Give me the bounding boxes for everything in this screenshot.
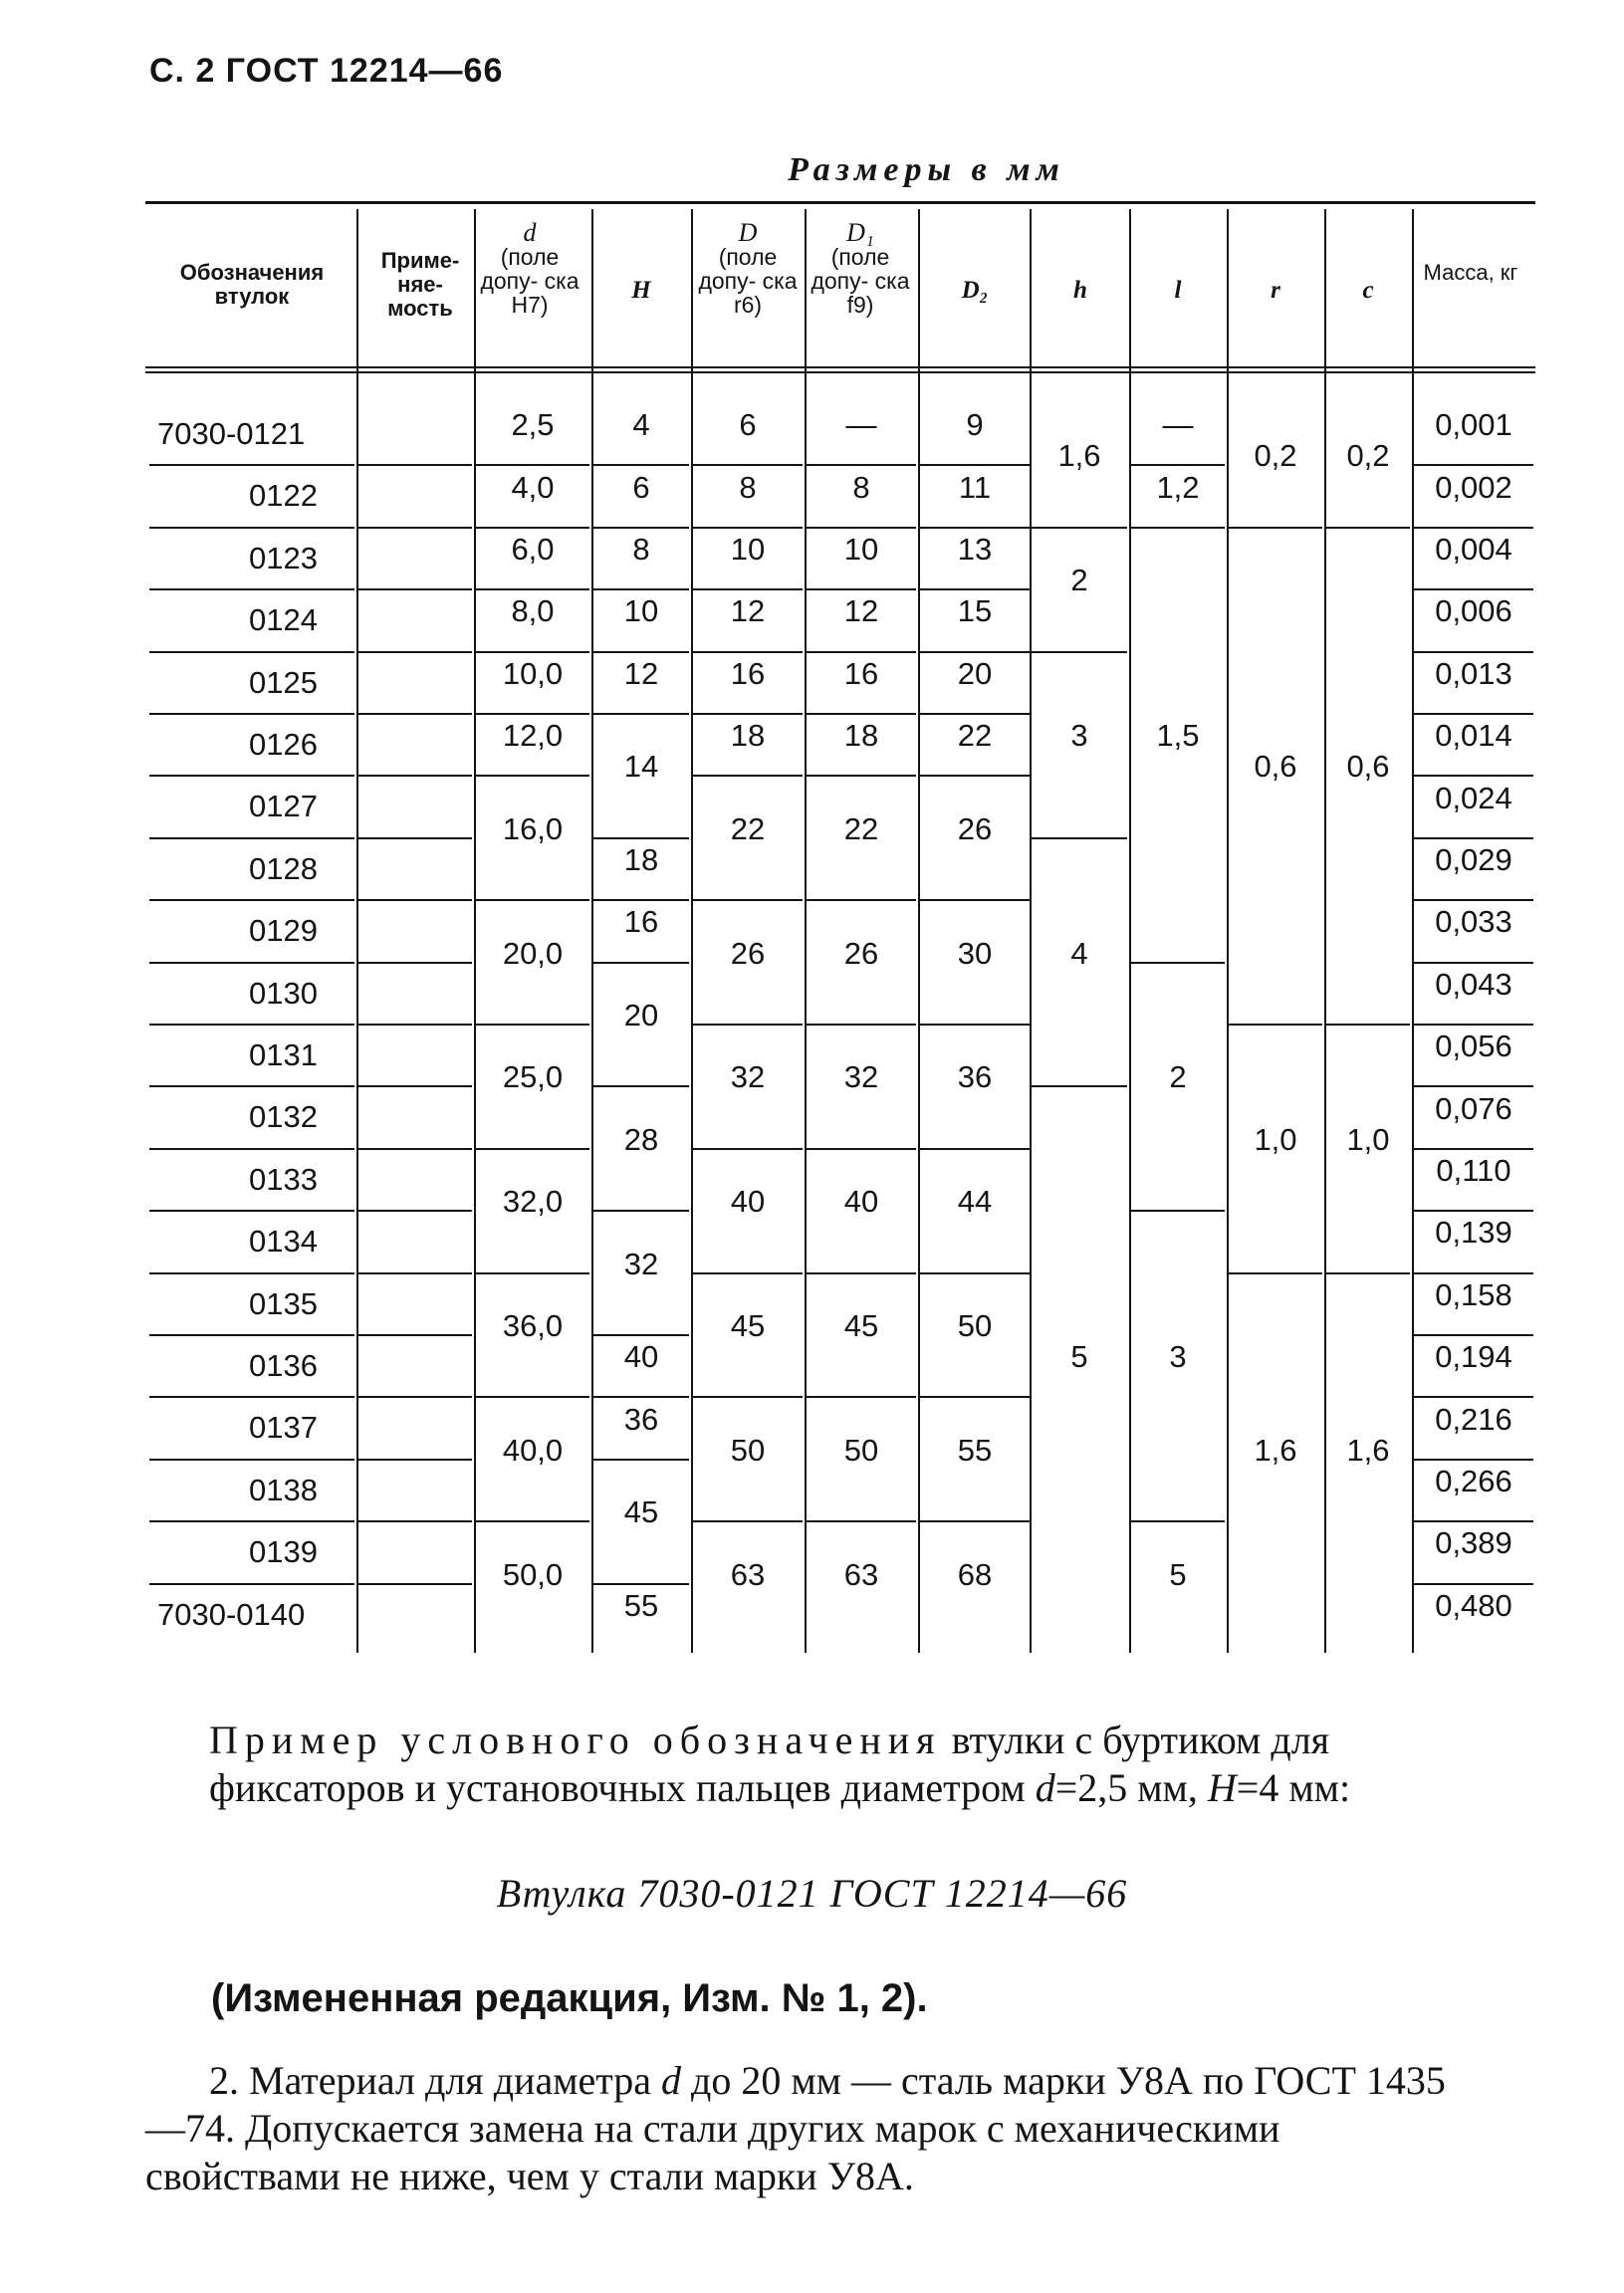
row-rule bbox=[149, 651, 354, 653]
designation-code: 0131 bbox=[249, 1037, 318, 1072]
designation-code: 0130 bbox=[249, 975, 318, 1011]
cell-d: 36,0 bbox=[502, 1308, 564, 1343]
cell-D: 63 bbox=[730, 1556, 766, 1592]
example-text: втулки с буртиком для фиксаторов и установочных пальцев диаметром bbox=[209, 1718, 1330, 1810]
cell-rule bbox=[593, 962, 689, 964]
cell-D1: 45 bbox=[843, 1308, 879, 1343]
cell-rule bbox=[1414, 775, 1533, 777]
row-rule bbox=[149, 1396, 354, 1398]
designation-code: 0128 bbox=[249, 850, 318, 886]
cell-rule bbox=[476, 651, 589, 653]
cell-mass: 0,480 bbox=[1435, 1587, 1512, 1623]
cell-rule bbox=[807, 1148, 916, 1150]
cell-rule bbox=[476, 1272, 589, 1274]
cell-rule bbox=[807, 775, 916, 777]
cell-rule bbox=[920, 899, 1030, 901]
cell-rule bbox=[807, 1024, 916, 1026]
designation-example: Втулка 7030-0121 ГОСТ 12214—66 bbox=[496, 1871, 1128, 1916]
material-text-2: до 20 мм — сталь марки У8А по ГОСТ 1435—74. Допускается замена на стали других марок с механическими свойствами не ниже, чем у стали марки У8А. bbox=[145, 2058, 1446, 2198]
cell-r: 1,0 bbox=[1254, 1121, 1297, 1157]
header-d-note: (поле допу- ска H7) bbox=[480, 244, 580, 318]
row-rule bbox=[149, 527, 354, 529]
designation-code: 0124 bbox=[249, 602, 318, 638]
cell-H: 55 bbox=[623, 1587, 659, 1623]
material-text-1: 2. Материал для диаметра bbox=[209, 2058, 662, 2103]
cell-rule bbox=[593, 713, 689, 715]
designation-code: 0125 bbox=[249, 664, 318, 700]
cell-rule bbox=[476, 899, 589, 901]
cell-H: 4 bbox=[632, 407, 650, 443]
row-rule bbox=[358, 1396, 472, 1398]
cell-mass: 0,024 bbox=[1435, 780, 1512, 815]
header-D1-note: (поле допу- ска f9) bbox=[811, 244, 910, 318]
cell-rule bbox=[593, 1085, 689, 1087]
cell-rule bbox=[920, 464, 1030, 466]
column-divider bbox=[356, 209, 358, 1653]
cell-rule bbox=[1414, 651, 1533, 653]
cell-rule bbox=[920, 588, 1030, 590]
cell-rule bbox=[1131, 1210, 1225, 1212]
cell-rule bbox=[1414, 837, 1533, 839]
cell-rule bbox=[693, 1396, 803, 1398]
row-rule bbox=[149, 1459, 354, 1461]
row-rule bbox=[358, 1459, 472, 1461]
row-rule bbox=[149, 1210, 354, 1212]
cell-D: 32 bbox=[730, 1059, 766, 1095]
cell-H: 40 bbox=[623, 1339, 659, 1375]
cell-rule bbox=[1414, 1085, 1533, 1087]
cell-D2: 26 bbox=[957, 810, 993, 846]
cell-mass: 0,194 bbox=[1435, 1339, 1512, 1375]
header-D bbox=[693, 218, 803, 318]
cell-rule bbox=[693, 775, 803, 777]
cell-mass: 0,389 bbox=[1435, 1525, 1512, 1561]
cell-D1: — bbox=[845, 407, 877, 443]
cell-rule bbox=[693, 651, 803, 653]
cell-h: 1,6 bbox=[1057, 438, 1101, 474]
example-d-value: =2,5 мм, bbox=[1054, 1765, 1208, 1810]
cell-D1: 22 bbox=[843, 810, 879, 846]
cell-D1: 8 bbox=[852, 469, 870, 505]
cell-rule bbox=[807, 527, 916, 529]
cell-d: 40,0 bbox=[502, 1432, 564, 1468]
cell-D: 12 bbox=[730, 593, 766, 629]
cell-rule bbox=[693, 527, 803, 529]
cell-D: 40 bbox=[730, 1184, 766, 1220]
cell-rule bbox=[1414, 464, 1533, 466]
row-rule bbox=[149, 1583, 354, 1585]
cell-D1: 50 bbox=[843, 1432, 879, 1468]
cell-D: 50 bbox=[730, 1432, 766, 1468]
cell-rule bbox=[593, 899, 689, 901]
cell-r: 0,2 bbox=[1254, 438, 1297, 474]
cell-d: 20,0 bbox=[502, 935, 564, 971]
cell-rule bbox=[1326, 1272, 1410, 1274]
cell-c: 0,6 bbox=[1346, 749, 1390, 785]
cell-l: — bbox=[1162, 407, 1194, 443]
header-h: h bbox=[1073, 277, 1087, 304]
cell-rule bbox=[920, 1272, 1030, 1274]
cell-mass: 0,056 bbox=[1435, 1029, 1512, 1064]
cell-mass: 0,110 bbox=[1436, 1153, 1511, 1188]
cell-rule bbox=[693, 713, 803, 715]
cell-rule bbox=[593, 651, 689, 653]
designation-code: 0123 bbox=[249, 540, 318, 575]
cell-D: 18 bbox=[730, 718, 766, 754]
cell-D2: 55 bbox=[957, 1432, 993, 1468]
cell-rule bbox=[1131, 1520, 1225, 1522]
cell-rule bbox=[1032, 651, 1127, 653]
header-r: r bbox=[1271, 277, 1280, 304]
cell-rule bbox=[1131, 527, 1225, 529]
cell-D1: 40 bbox=[843, 1184, 879, 1220]
cell-D: 16 bbox=[730, 655, 766, 691]
cell-mass: 0,014 bbox=[1435, 718, 1512, 754]
cell-rule bbox=[476, 713, 589, 715]
cell-rule bbox=[476, 1024, 589, 1026]
row-rule bbox=[358, 899, 472, 901]
page-header: С. 2 ГОСТ 12214—66 bbox=[149, 52, 504, 90]
row-rule bbox=[358, 1520, 472, 1522]
cell-rule bbox=[920, 651, 1030, 653]
cell-d: 16,0 bbox=[502, 810, 564, 846]
row-rule bbox=[358, 651, 472, 653]
cell-D: 10 bbox=[730, 532, 766, 567]
cell-rule bbox=[1326, 1024, 1410, 1026]
example-lead: Пример условного обозначения bbox=[209, 1718, 942, 1762]
cell-rule bbox=[1414, 1272, 1533, 1274]
cell-h: 2 bbox=[1070, 563, 1088, 598]
designation-code: 0139 bbox=[249, 1534, 318, 1570]
cell-D2: 13 bbox=[957, 532, 993, 567]
cell-H: 10 bbox=[623, 593, 659, 629]
cell-d: 50,0 bbox=[502, 1556, 564, 1592]
cell-rule bbox=[1414, 1396, 1533, 1398]
row-rule bbox=[149, 837, 354, 839]
cell-rule bbox=[920, 775, 1030, 777]
row-rule bbox=[149, 775, 354, 777]
cell-rule bbox=[1414, 713, 1533, 715]
designation-code: 7030-0121 bbox=[157, 416, 306, 451]
cell-rule bbox=[593, 1459, 689, 1461]
cell-rule bbox=[1326, 527, 1410, 529]
cell-c: 0,2 bbox=[1346, 438, 1390, 474]
header-D1-symbol: D₁ bbox=[846, 218, 874, 247]
cell-rule bbox=[807, 588, 916, 590]
row-rule bbox=[149, 1272, 354, 1274]
caption: Размеры в мм bbox=[788, 151, 1065, 188]
cell-d: 2,5 bbox=[511, 407, 555, 443]
cell-l: 2 bbox=[1169, 1059, 1187, 1095]
cell-H: 14 bbox=[623, 749, 659, 785]
cell-H: 18 bbox=[623, 842, 659, 877]
cell-rule bbox=[1414, 1024, 1533, 1026]
cell-D2: 9 bbox=[966, 407, 984, 443]
column-divider bbox=[1030, 209, 1032, 1653]
cell-l: 5 bbox=[1169, 1556, 1187, 1592]
cell-d: 25,0 bbox=[502, 1059, 564, 1095]
row-rule bbox=[358, 1085, 472, 1087]
cell-rule bbox=[920, 1024, 1030, 1026]
cell-rule bbox=[1032, 837, 1127, 839]
row-rule bbox=[358, 713, 472, 715]
cell-l: 3 bbox=[1169, 1339, 1187, 1375]
cell-rule bbox=[476, 1520, 589, 1522]
cell-D2: 68 bbox=[957, 1556, 993, 1592]
cell-rule bbox=[693, 1272, 803, 1274]
cell-mass: 0,006 bbox=[1435, 593, 1512, 629]
cell-D: 8 bbox=[739, 469, 757, 505]
header-mass: Масса, кг bbox=[1423, 260, 1518, 285]
cell-D2: 44 bbox=[957, 1184, 993, 1220]
cell-mass: 0,001 bbox=[1435, 407, 1512, 443]
cell-rule bbox=[920, 1148, 1030, 1150]
cell-rule bbox=[1414, 899, 1533, 901]
cell-mass: 0,266 bbox=[1435, 1464, 1512, 1498]
cell-r: 0,6 bbox=[1254, 749, 1297, 785]
cell-c: 1,0 bbox=[1346, 1121, 1390, 1157]
cell-rule bbox=[476, 1148, 589, 1150]
cell-H: 20 bbox=[623, 998, 659, 1032]
cell-D: 6 bbox=[739, 407, 757, 443]
row-rule bbox=[149, 1024, 354, 1026]
cell-rule bbox=[807, 713, 916, 715]
cell-D: 22 bbox=[730, 810, 766, 846]
cell-H: 8 bbox=[632, 532, 650, 567]
designation-code: 0127 bbox=[249, 789, 318, 824]
cell-D1: 32 bbox=[843, 1059, 879, 1095]
cell-rule bbox=[1229, 527, 1322, 529]
cell-rule bbox=[693, 1520, 803, 1522]
cell-l: 1,5 bbox=[1156, 718, 1200, 754]
cell-h: 4 bbox=[1070, 935, 1088, 971]
cell-D: 45 bbox=[730, 1308, 766, 1343]
cell-rule bbox=[1414, 1459, 1533, 1461]
row-rule bbox=[358, 1583, 472, 1585]
cell-rule bbox=[1414, 1520, 1533, 1522]
edition-note: (Измененная редакция, Изм. № 1, 2). bbox=[211, 1976, 928, 2020]
designation-code: 0129 bbox=[249, 913, 318, 949]
cell-rule bbox=[1414, 1148, 1533, 1150]
cell-rule bbox=[920, 1396, 1030, 1398]
cell-rule bbox=[693, 899, 803, 901]
cell-D1: 16 bbox=[843, 655, 879, 691]
cell-mass: 0,002 bbox=[1435, 469, 1512, 505]
row-rule bbox=[358, 527, 472, 529]
cell-r: 1,6 bbox=[1254, 1432, 1297, 1468]
designation-code: 0134 bbox=[249, 1224, 318, 1260]
cell-rule bbox=[593, 1210, 689, 1212]
header-l: l bbox=[1174, 277, 1182, 304]
cell-rule bbox=[1229, 1024, 1322, 1026]
cell-h: 5 bbox=[1070, 1339, 1088, 1375]
cell-rule bbox=[593, 1583, 689, 1585]
cell-rule bbox=[807, 899, 916, 901]
cell-rule bbox=[807, 464, 916, 466]
header-d-symbol: d bbox=[523, 218, 537, 247]
row-rule bbox=[358, 1148, 472, 1150]
cell-rule bbox=[476, 588, 589, 590]
header-d bbox=[474, 218, 585, 318]
cell-D2: 11 bbox=[958, 469, 992, 505]
cell-D2: 22 bbox=[957, 718, 993, 754]
header-rule-1 bbox=[145, 366, 1535, 368]
cell-d: 10,0 bbox=[502, 655, 564, 691]
cell-D1: 10 bbox=[843, 532, 879, 567]
designation-code: 0138 bbox=[249, 1472, 318, 1507]
cell-mass: 0,013 bbox=[1435, 655, 1512, 691]
row-rule bbox=[358, 775, 472, 777]
cell-D: 26 bbox=[730, 935, 766, 971]
example-paragraph bbox=[209, 1717, 1523, 1812]
cell-D2: 50 bbox=[957, 1308, 993, 1343]
cell-rule bbox=[920, 713, 1030, 715]
material-paragraph bbox=[145, 2057, 1460, 2200]
cell-rule bbox=[1414, 1334, 1533, 1336]
example-H-value: =4 мм: bbox=[1236, 1765, 1351, 1810]
cell-rule bbox=[593, 527, 689, 529]
row-rule bbox=[149, 713, 354, 715]
cell-D1: 12 bbox=[843, 593, 879, 629]
row-rule bbox=[358, 962, 472, 964]
designation-code: 0136 bbox=[249, 1348, 318, 1383]
cell-mass: 0,216 bbox=[1435, 1401, 1512, 1437]
material-d-var: d bbox=[661, 2058, 682, 2103]
cell-D2: 30 bbox=[957, 935, 993, 971]
header-designation: Обозначения втулок bbox=[179, 260, 325, 309]
row-rule bbox=[358, 1210, 472, 1212]
cell-rule bbox=[1414, 527, 1533, 529]
cell-rule bbox=[807, 1396, 916, 1398]
cell-d: 8,0 bbox=[511, 593, 555, 629]
row-rule bbox=[149, 962, 354, 964]
cell-D1: 18 bbox=[843, 718, 879, 754]
cell-rule bbox=[807, 1272, 916, 1274]
designation-code: 0137 bbox=[249, 1410, 318, 1446]
header-H: H bbox=[631, 277, 651, 304]
cell-rule bbox=[1414, 1210, 1533, 1212]
cell-h: 3 bbox=[1070, 718, 1088, 754]
table-top-rule bbox=[145, 201, 1535, 204]
cell-H: 36 bbox=[623, 1401, 659, 1437]
cell-rule bbox=[476, 527, 589, 529]
row-rule bbox=[358, 588, 472, 590]
header-rule-2 bbox=[145, 371, 1535, 373]
cell-rule bbox=[1414, 962, 1533, 964]
cell-rule bbox=[593, 1396, 689, 1398]
cell-rule bbox=[920, 527, 1030, 529]
cell-mass: 0,158 bbox=[1435, 1276, 1512, 1312]
cell-rule bbox=[1229, 1272, 1322, 1274]
row-rule bbox=[149, 1520, 354, 1522]
cell-D1: 26 bbox=[843, 935, 879, 971]
cell-H: 6 bbox=[632, 469, 650, 505]
cell-d: 4,0 bbox=[511, 469, 555, 505]
row-rule bbox=[358, 464, 472, 466]
cell-H: 12 bbox=[623, 655, 659, 691]
cell-d: 6,0 bbox=[511, 532, 555, 567]
cell-mass: 0,033 bbox=[1435, 904, 1512, 940]
cell-rule bbox=[693, 1024, 803, 1026]
cell-rule bbox=[693, 1148, 803, 1150]
header-c: c bbox=[1362, 277, 1374, 304]
cell-rule bbox=[593, 837, 689, 839]
designation-code: 7030-0140 bbox=[157, 1596, 306, 1632]
cell-l: 1,2 bbox=[1156, 469, 1200, 505]
cell-rule bbox=[1131, 962, 1225, 964]
cell-rule bbox=[1032, 1085, 1127, 1087]
cell-H: 32 bbox=[623, 1246, 659, 1281]
cell-rule bbox=[807, 1520, 916, 1522]
cell-c: 1,6 bbox=[1346, 1432, 1390, 1468]
designation-code: 0126 bbox=[249, 727, 318, 762]
cell-rule bbox=[476, 1396, 589, 1398]
cell-rule bbox=[807, 651, 916, 653]
example-H-var: H bbox=[1207, 1765, 1237, 1810]
designation-code: 0132 bbox=[249, 1099, 318, 1135]
cell-rule bbox=[1032, 527, 1127, 529]
row-rule bbox=[149, 1148, 354, 1150]
example-d-var: d bbox=[1035, 1765, 1055, 1810]
row-rule bbox=[358, 1334, 472, 1336]
cell-mass: 0,076 bbox=[1435, 1090, 1512, 1126]
cell-rule bbox=[593, 588, 689, 590]
cell-H: 45 bbox=[623, 1494, 659, 1530]
cell-mass: 0,043 bbox=[1435, 966, 1512, 1002]
cell-rule bbox=[1414, 588, 1533, 590]
row-rule bbox=[358, 1272, 472, 1274]
header-D-note: (поле допу- ска r6) bbox=[698, 244, 798, 318]
header-D-symbol: D bbox=[738, 218, 758, 247]
row-rule bbox=[358, 1024, 472, 1026]
cell-rule bbox=[593, 464, 689, 466]
cell-rule bbox=[693, 464, 803, 466]
cell-rule bbox=[1131, 464, 1225, 466]
cell-D2: 36 bbox=[957, 1059, 993, 1095]
cell-rule bbox=[593, 1334, 689, 1336]
row-rule bbox=[149, 1085, 354, 1087]
cell-mass: 0,139 bbox=[1435, 1215, 1512, 1251]
cell-d: 32,0 bbox=[502, 1184, 564, 1220]
cell-d: 12,0 bbox=[502, 718, 564, 754]
cell-rule bbox=[1414, 1583, 1533, 1585]
designation-code: 0133 bbox=[249, 1161, 318, 1197]
cell-rule bbox=[920, 1520, 1030, 1522]
cell-D2: 20 bbox=[957, 655, 993, 691]
row-rule bbox=[149, 1334, 354, 1336]
cell-H: 16 bbox=[623, 904, 659, 940]
designation-code: 0135 bbox=[249, 1285, 318, 1321]
row-rule bbox=[149, 588, 354, 590]
cell-H: 28 bbox=[623, 1121, 659, 1157]
row-rule bbox=[358, 837, 472, 839]
cell-rule bbox=[476, 464, 589, 466]
cell-rule bbox=[693, 588, 803, 590]
cell-D1: 63 bbox=[843, 1556, 879, 1592]
header-applicability: Приме- няе- мость bbox=[380, 248, 460, 321]
cell-rule bbox=[476, 775, 589, 777]
cell-mass: 0,004 bbox=[1435, 532, 1512, 567]
header-D1 bbox=[805, 218, 916, 318]
header-D2: D₂ bbox=[961, 277, 989, 304]
row-rule bbox=[149, 464, 354, 466]
cell-mass: 0,029 bbox=[1435, 842, 1512, 877]
designation-code: 0122 bbox=[249, 478, 318, 514]
row-rule bbox=[149, 899, 354, 901]
cell-D2: 15 bbox=[957, 593, 993, 629]
